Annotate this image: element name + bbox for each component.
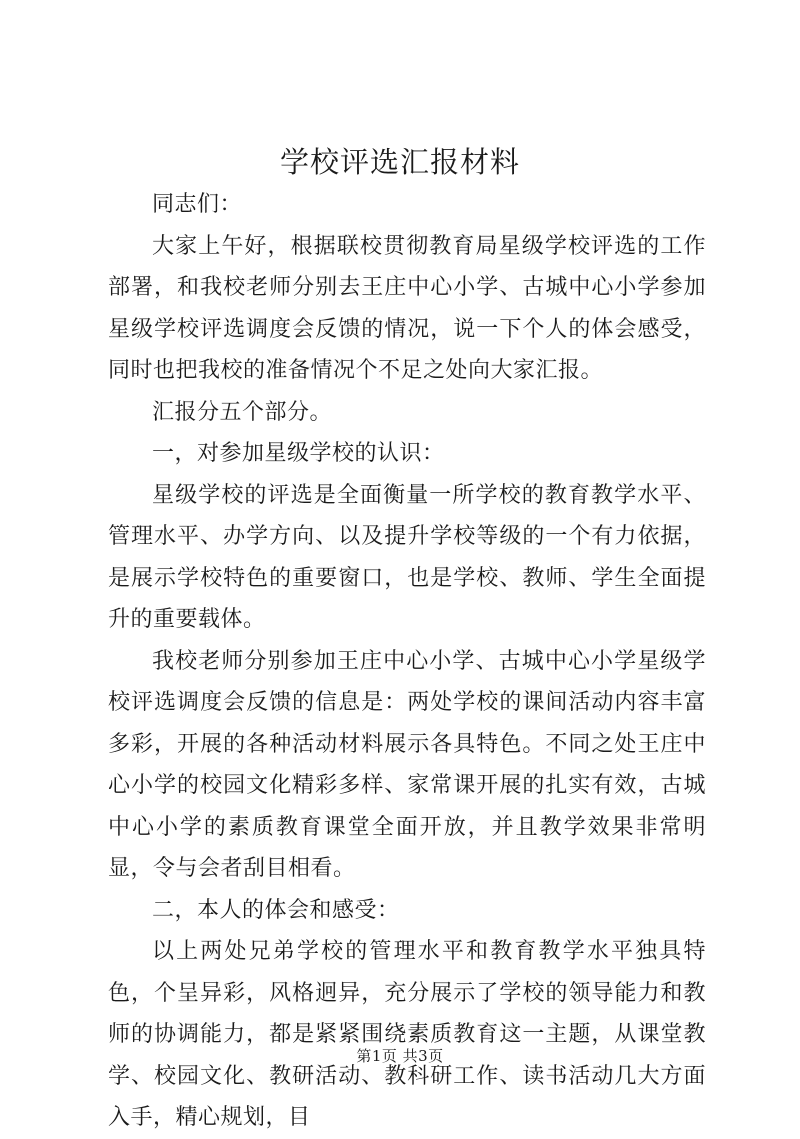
- page-footer: 第1页 共3页: [356, 1047, 444, 1065]
- paragraph-intro: 大家上午好，根据联校贯彻教育局星级学校评选的工作部署，和我校老师分别去王庄中心小学、古城中心小学参加星级学校评选调度会反馈的情况，说一下个人的体会感受，同时也把我校的准备情况个不足之处向大家汇报。: [108, 233, 706, 383]
- paragraph-experience: 以上两处兄弟学校的管理水平和教育教学水平独具特色，个呈异彩，风格迥异，充分展示了学校的领导能力和教师的协调能力，都是紧紧围绕素质教育这一主题，从课堂教学、校园文化、教研活动、教科研工作、读书活动几大方面入手，精心规划，目: [108, 939, 706, 1130]
- document-title: 学校评选汇报材料: [279, 145, 520, 179]
- paragraph-feedback: 我校老师分别参加王庄中心小学、古城中心小学星级学校评选调度会反馈的信息是：两处学校的课间活动内容丰富多彩，开展的各种活动材料展示各具特色。不同之处王庄中心小学的校园文化精彩多样、家常课开展的扎实有效，古城中心小学的素质教育课堂全面开放，并且教学效果非常明显，令与会者刮目相看。: [108, 648, 706, 881]
- paragraph-recognition: 星级学校的评选是全面衡量一所学校的教育教学水平、管理水平、办学方向、以及提升学校等级的一个有力依据，是展示学校特色的重要窗口，也是学校、教师、学生全面提升的重要载体。: [108, 482, 706, 632]
- document-body: [108, 184, 706, 1139]
- paragraph-greeting: 同志们：: [152, 192, 243, 217]
- section-heading-1: 一，对参加星级学校的认识：: [152, 441, 445, 466]
- section-heading-2: 二，本人的体会和感受：: [152, 897, 400, 923]
- paragraph-outline: 汇报分五个部分。: [152, 399, 333, 425]
